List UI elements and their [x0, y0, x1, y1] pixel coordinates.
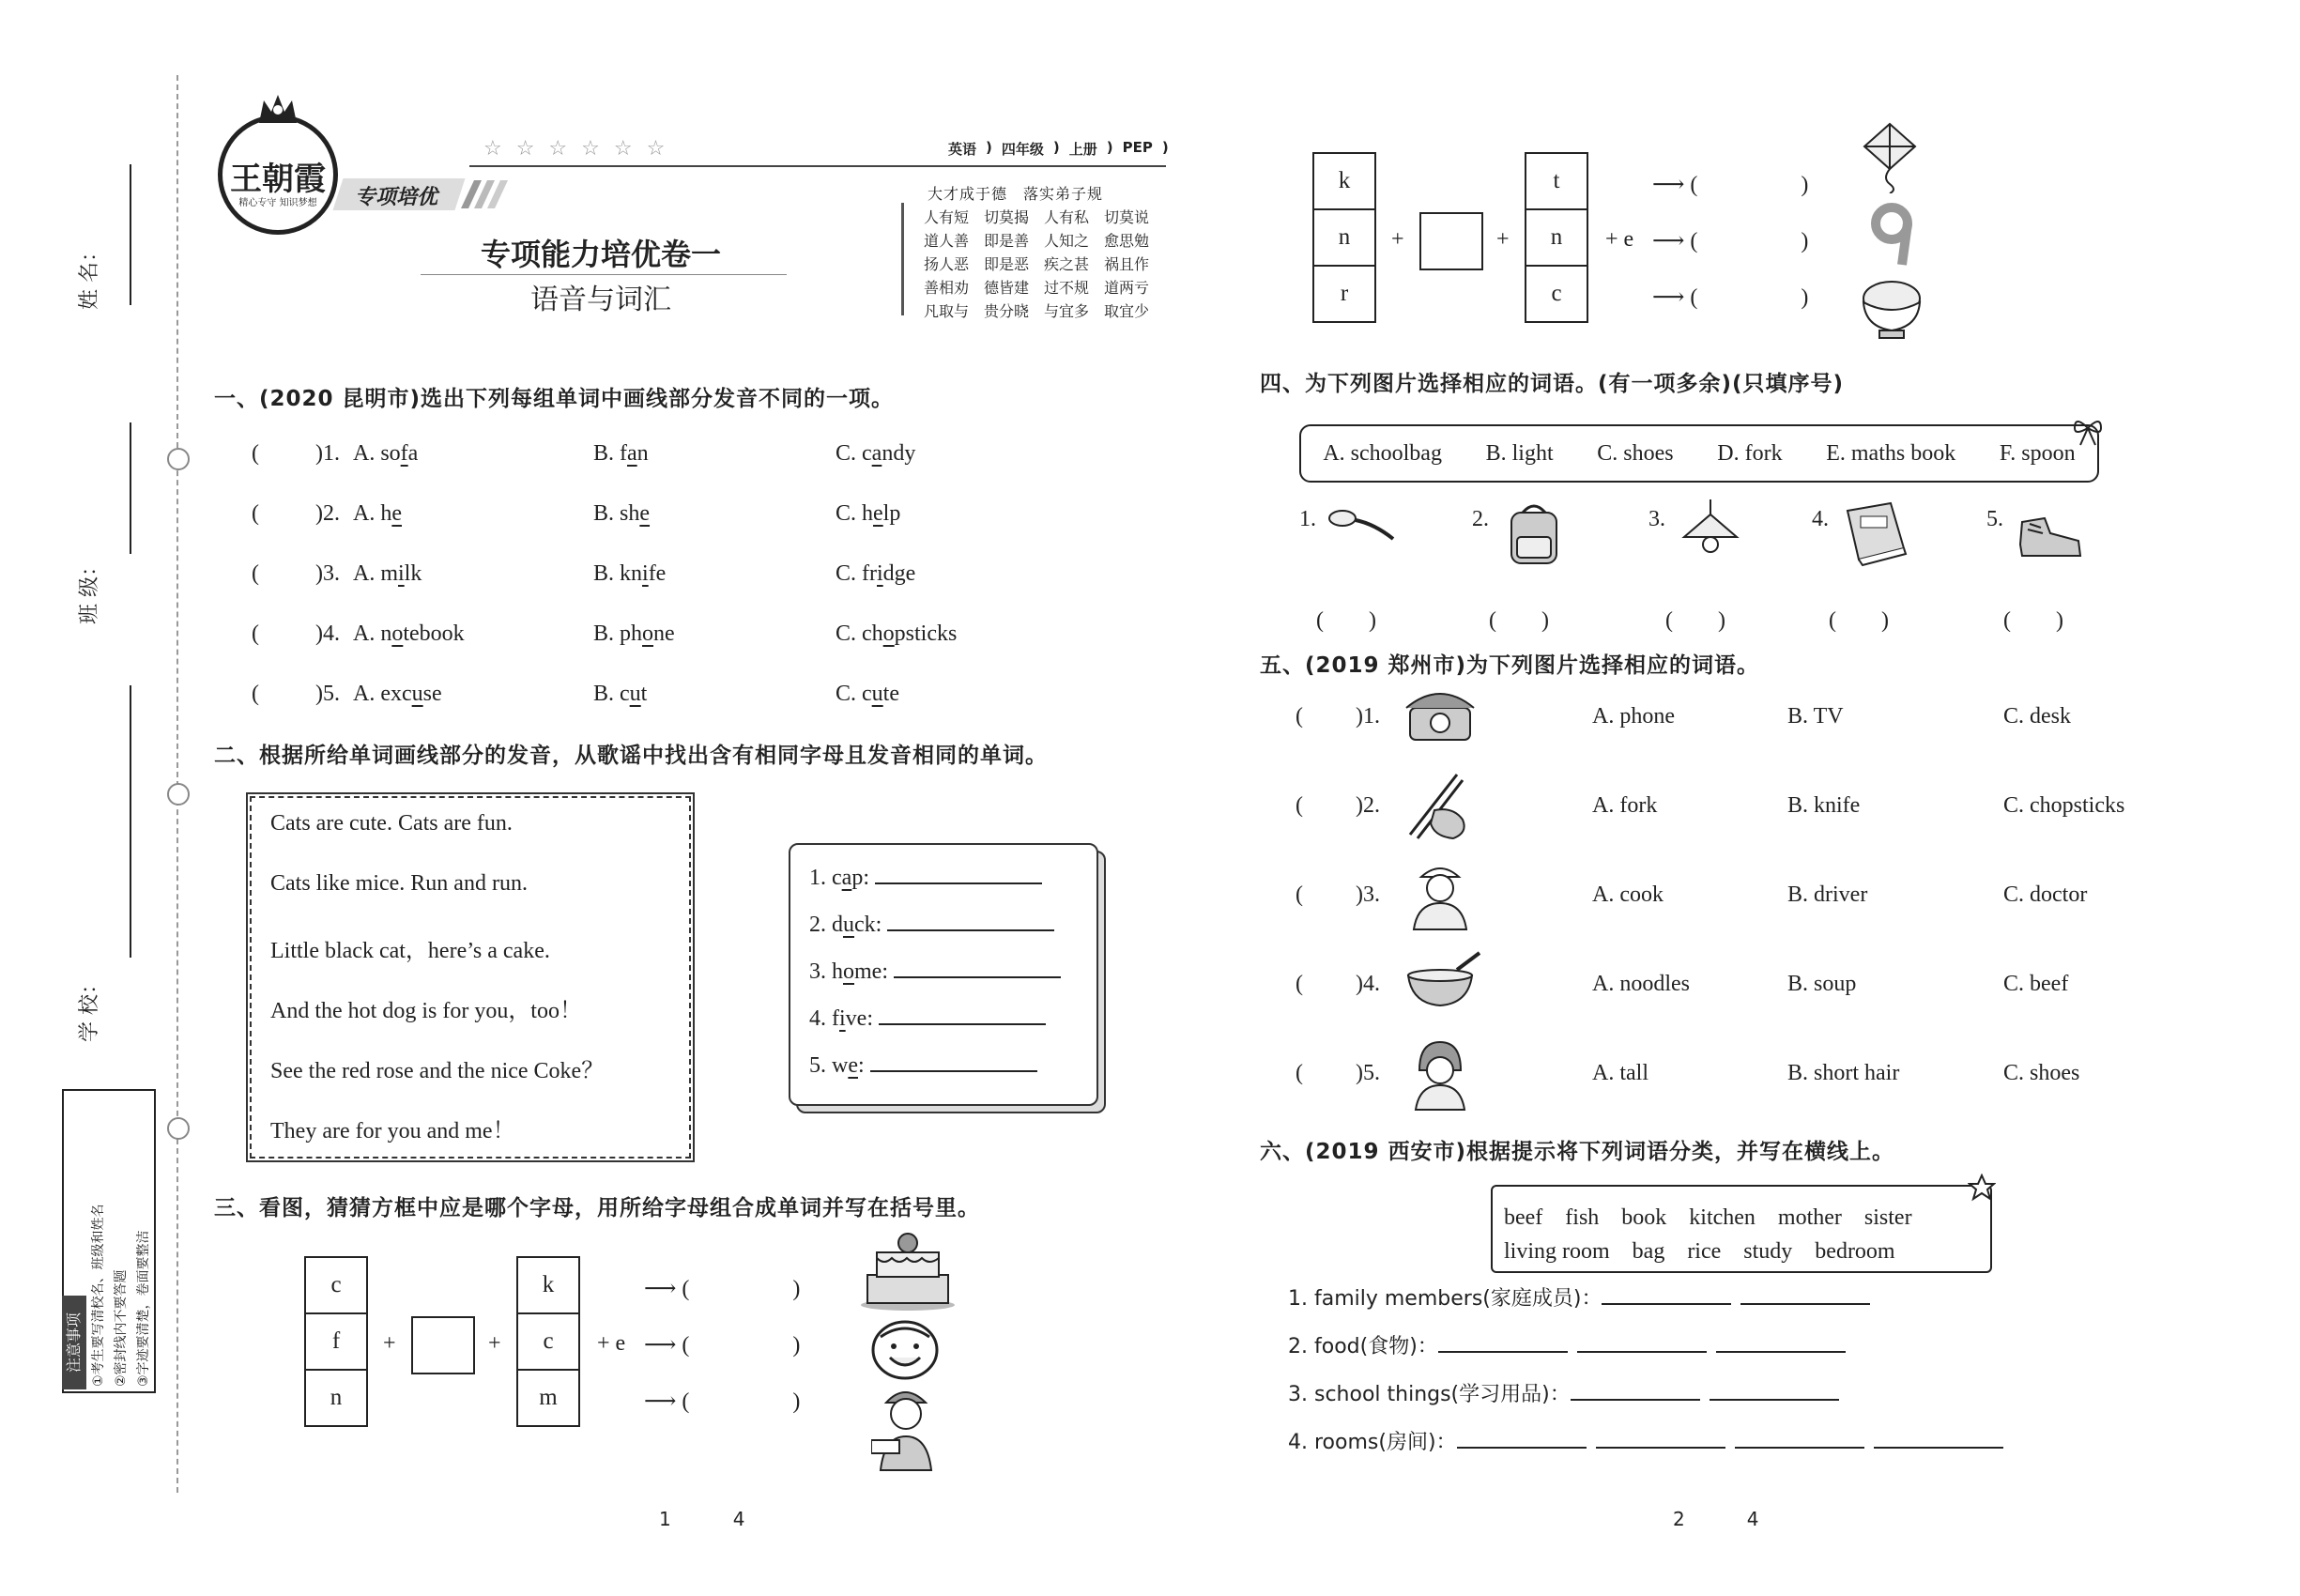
soup-bowl-icon [1401, 947, 1481, 1022]
motto-divider [901, 203, 904, 315]
cake-icon [856, 1230, 959, 1312]
poem-line: Little black cat，here’s a cake. [270, 939, 550, 963]
poem-line: See the red rose and the nice Coke？ [270, 1059, 605, 1083]
answer-paren[interactable]: ( ) [1665, 608, 1725, 633]
picture-number: 5. [1986, 507, 2003, 531]
letter-cell: n [1312, 208, 1376, 267]
class-label: 班 级： [78, 556, 101, 624]
choice-c: C. doctor [2003, 882, 2088, 907]
answer-blank[interactable] [1596, 1447, 1725, 1449]
title-rule [421, 274, 787, 275]
letter-cell: k [1312, 152, 1376, 210]
brand-sub: 精心专守 知识梦想 [238, 198, 317, 208]
picture-number: 3. [1648, 507, 1665, 531]
answer-paren[interactable]: ( ) [1489, 608, 1549, 633]
question-number: )2. [315, 501, 340, 526]
letter-cell: c [1525, 265, 1588, 323]
section-4-title: 四、为下列图片选择相应的词语。(有一项多余)(只填序号) [1260, 372, 1845, 396]
letter-cell: t [1525, 152, 1588, 210]
answer-paren[interactable]: ( [1296, 1061, 1303, 1085]
answer-paren[interactable]: ⟶ ( ) [1652, 229, 1809, 253]
answer-paren[interactable]: ⟶ ( ) [644, 1277, 801, 1301]
paper-title: 专项能力培优卷一 [480, 237, 721, 272]
answer-blank[interactable] [1716, 1351, 1846, 1353]
left-letter-column [1312, 154, 1376, 323]
answer-blank[interactable] [870, 1070, 1037, 1072]
schoolbag-icon [1498, 499, 1573, 569]
question-number: )5. [315, 682, 340, 706]
choice-c: C. beef [2003, 972, 2069, 996]
letter-cell: m [516, 1369, 580, 1427]
right-letter-column [516, 1258, 580, 1427]
choice-a: A. phone [1592, 704, 1675, 729]
notice-2: ②密封线内不要答题 [114, 1269, 129, 1387]
page-number-right: 2 4 [1673, 1508, 1759, 1530]
answer-blank[interactable] [1602, 1303, 1731, 1305]
meta-subject: 英语 [948, 141, 977, 158]
nine-icon [1868, 203, 1915, 269]
answer-paren[interactable]: ( [1296, 793, 1303, 818]
suffix-e: + e [1605, 227, 1634, 252]
meta-bar: 英语 ) 四年级 ) 上册 ) PEP ) [948, 139, 1169, 158]
match-item: 3. home: [809, 959, 1061, 985]
notice-1: ①考生要写清校名、班级和姓名 [91, 1204, 106, 1387]
choice-a: A. excuse [353, 682, 442, 706]
crown-icon [254, 93, 301, 127]
picture-number: 2. [1472, 507, 1489, 531]
choice-c: C. fridge [836, 561, 916, 586]
choice-a: A. notebook [353, 622, 465, 646]
answer-paren[interactable]: ( [252, 682, 259, 706]
choice-c: C. cute [836, 682, 899, 706]
letter-cell: r [1312, 265, 1376, 323]
category-row: 2. food(食物)： [1288, 1330, 1855, 1359]
question-number: )1. [1356, 704, 1380, 729]
rating-stars: ☆ ☆ ☆ ☆ ☆ ☆ [483, 137, 669, 161]
notice-3: ③字迹要清楚，卷面要整洁 [136, 1230, 151, 1387]
answer-blank[interactable] [1457, 1447, 1587, 1449]
answer-paren[interactable]: ( ) [1316, 608, 1376, 633]
right-letter-column [1525, 154, 1588, 323]
section-2-title: 二、根据所给单词画线部分的发音，从歌谣中找出含有相同字母且发音相同的单词。 [214, 744, 1048, 768]
picture-number: 4. [1812, 507, 1829, 531]
question-number: )5. [1356, 1061, 1380, 1085]
answer-card [789, 843, 1098, 1106]
choice-b: B. short hair [1787, 1061, 1900, 1085]
word-box [1491, 1185, 1992, 1273]
doctor-icon [1401, 858, 1481, 933]
answer-blank[interactable] [887, 929, 1054, 931]
word-list-2: living room bag rice study bedroom [1504, 1239, 1895, 1264]
choice-c: C. help [836, 501, 901, 526]
answer-blank[interactable] [1577, 1351, 1707, 1353]
letter-cell: f [304, 1312, 368, 1371]
left-letter-column [304, 1258, 368, 1427]
poem-line: Cats are cute. Cats are fun. [270, 811, 513, 836]
option-b: B. light [1485, 440, 1554, 466]
section-5-title: 五、(2019 郑州市)为下列图片选择相应的词语。 [1260, 653, 1760, 678]
answer-paren[interactable]: ⟶ ( ) [1652, 285, 1809, 310]
chopsticks-icon [1401, 769, 1481, 844]
tag-label: 专项培优 [355, 186, 438, 209]
choice-b: B. phone [593, 622, 675, 646]
motto-line: 人有短 切莫揭 人有私 切莫说 [924, 208, 1150, 226]
question-number: )4. [1356, 972, 1380, 996]
guess-box[interactable] [411, 1316, 475, 1374]
answer-blank[interactable] [894, 976, 1061, 978]
answer-blank[interactable] [875, 882, 1042, 884]
choice-a: A. fork [1592, 793, 1658, 818]
plus-sign: + [1496, 227, 1510, 252]
answer-paren[interactable]: ( [1296, 882, 1303, 907]
lamp-icon [1675, 499, 1750, 569]
face-icon [867, 1316, 943, 1382]
shoes-icon [2013, 499, 2088, 569]
notice-title: 注意事项 [62, 1296, 86, 1389]
spoon-icon [1326, 499, 1401, 569]
choice-c: C. chopsticks [2003, 793, 2125, 818]
answer-paren[interactable]: ( [252, 441, 259, 466]
choice-a: A. cook [1592, 882, 1664, 907]
choice-b: B. fan [593, 441, 649, 466]
ribbon-icon [2069, 411, 2107, 449]
rice-bowl-icon [1857, 278, 1926, 340]
match-item: 1. cap: [809, 866, 1042, 891]
maths-book-icon [1838, 499, 1913, 569]
name-label: 姓 名： [78, 241, 101, 310]
choice-b: B. TV [1787, 704, 1844, 729]
punch-hole [167, 783, 190, 806]
motto-line: 扬人恶 即是恶 疾之甚 祸且作 [924, 255, 1150, 273]
answer-paren[interactable]: ⟶ ( ) [644, 1333, 801, 1358]
motto-title: 大才成于德 落实弟子规 [928, 185, 1104, 203]
star-icon [1968, 1174, 1996, 1202]
picture-number: 1. [1299, 507, 1316, 531]
suffix-e: + e [597, 1331, 626, 1356]
option-d: D. fork [1717, 440, 1783, 466]
school-label: 学 校： [78, 974, 101, 1042]
poem-line: They are for you and me！ [270, 1119, 515, 1143]
letter-cell: c [516, 1312, 580, 1371]
choice-c: C. chopsticks [836, 622, 958, 646]
plus-sign: + [1391, 227, 1404, 252]
answer-paren[interactable]: ( [252, 622, 259, 646]
man-icon [871, 1382, 941, 1472]
answer-blank[interactable] [1571, 1399, 1700, 1401]
answer-paren[interactable]: ( ) [2003, 608, 2063, 633]
brand-logo [218, 115, 338, 235]
answer-blank[interactable] [879, 1023, 1046, 1025]
answer-paren[interactable]: ( [1296, 972, 1303, 996]
answer-blank[interactable] [1735, 1447, 1864, 1449]
choice-b: B. soup [1787, 972, 1857, 996]
letter-group-a [304, 1258, 1018, 1455]
section-3-title: 三、看图，猜猜方框中应是哪个字母，用所给字母组合成单词并写在括号里。 [214, 1196, 980, 1220]
notice-box [62, 1089, 156, 1393]
tag-banner [338, 178, 526, 212]
page-number-left: 1 4 [659, 1508, 745, 1530]
poem-line: Cats like mice. Run and run. [270, 871, 528, 896]
answer-paren[interactable]: ⟶ ( ) [644, 1389, 801, 1414]
choice-b: B. she [593, 501, 651, 526]
word-list-1: beef fish book kitchen mother sister [1504, 1205, 1912, 1230]
answer-blank[interactable] [1710, 1399, 1839, 1401]
letter-cell: k [516, 1256, 580, 1314]
match-item: 5. we: [809, 1053, 1037, 1079]
choice-a: A. milk [353, 561, 422, 586]
choice-a: A. noodles [1592, 972, 1690, 996]
name-line[interactable] [130, 164, 131, 305]
poem-box [250, 796, 691, 1159]
category-row: 4. rooms(房间)： [1288, 1426, 2013, 1455]
question-number: )2. [1356, 793, 1380, 818]
poem-line: And the hot dog is for you，too！ [270, 999, 582, 1023]
plus-sign: + [488, 1331, 501, 1356]
question-number: )3. [1356, 882, 1380, 907]
choice-c: C. desk [2003, 704, 2071, 729]
match-item: 2. duck: [809, 913, 1054, 938]
choice-a: A. tall [1592, 1061, 1648, 1085]
meta-edition: PEP [1122, 139, 1153, 156]
letter-cell: c [304, 1256, 368, 1314]
kite-icon [1857, 120, 1923, 193]
category-row: 3. school things(学习用品)： [1288, 1378, 1848, 1407]
choice-a: A. he [353, 501, 402, 526]
choice-b: B. driver [1787, 882, 1868, 907]
plus-sign: + [383, 1331, 396, 1356]
question-number: )4. [315, 622, 340, 646]
answer-blank[interactable] [1438, 1351, 1568, 1353]
brand-name: 王朝霞 [230, 161, 326, 198]
class-line[interactable] [130, 422, 131, 554]
motto-line: 凡取与 贵分晓 与宜多 取宜少 [924, 302, 1150, 320]
options-box [1299, 424, 2099, 483]
option-a: A. schoolbag [1323, 440, 1442, 466]
answer-paren[interactable]: ( [1296, 704, 1303, 729]
section-6-title: 六、(2019 西安市)根据提示将下列词语分类，并写在横线上。 [1260, 1140, 1895, 1164]
choice-a: A. sofa [353, 441, 419, 466]
choice-c: C. candy [836, 441, 916, 466]
school-line[interactable] [130, 685, 131, 958]
choice-b: B. knife [593, 561, 667, 586]
answer-paren[interactable]: ( [252, 561, 259, 586]
letter-cell: n [1525, 208, 1588, 267]
answer-paren[interactable]: ( [252, 501, 259, 526]
choice-c: C. shoes [2003, 1061, 2080, 1085]
category-row: 1. family members(家庭成员)： [1288, 1282, 1879, 1312]
section-1-title: 一、(2020 昆明市)选出下列每组单词中画线部分发音不同的一项。 [214, 387, 895, 411]
match-item: 4. five: [809, 1006, 1046, 1032]
phone-icon [1401, 680, 1481, 755]
answer-blank[interactable] [1740, 1303, 1870, 1305]
letter-cell: n [304, 1369, 368, 1427]
short-hair-girl-icon [1401, 1036, 1481, 1112]
motto-line: 善相劝 德皆建 过不规 道两亏 [924, 279, 1150, 297]
question-number: )3. [315, 561, 340, 586]
paper-subtitle: 语音与词汇 [530, 284, 671, 316]
motto-line: 道人善 即是善 人知之 愈思勉 [924, 232, 1150, 250]
option-f: F. spoon [1999, 440, 2076, 466]
meta-term: 上册 [1068, 141, 1097, 158]
header-rule [469, 165, 1166, 167]
choice-b: B. knife [1787, 793, 1861, 818]
question-number: )1. [315, 441, 340, 466]
answer-blank[interactable] [1874, 1447, 2003, 1449]
punch-hole [167, 1117, 190, 1140]
choice-b: B. cut [593, 682, 648, 706]
punch-hole [167, 448, 190, 470]
answer-paren[interactable]: ( ) [1829, 608, 1889, 633]
option-c: C. shoes [1597, 440, 1674, 466]
letter-group-b [1312, 154, 1932, 351]
option-e: E. maths book [1826, 440, 1956, 466]
guess-box[interactable] [1419, 212, 1483, 270]
meta-grade: 四年级 [1001, 141, 1044, 158]
answer-paren[interactable]: ⟶ ( ) [1652, 173, 1809, 197]
